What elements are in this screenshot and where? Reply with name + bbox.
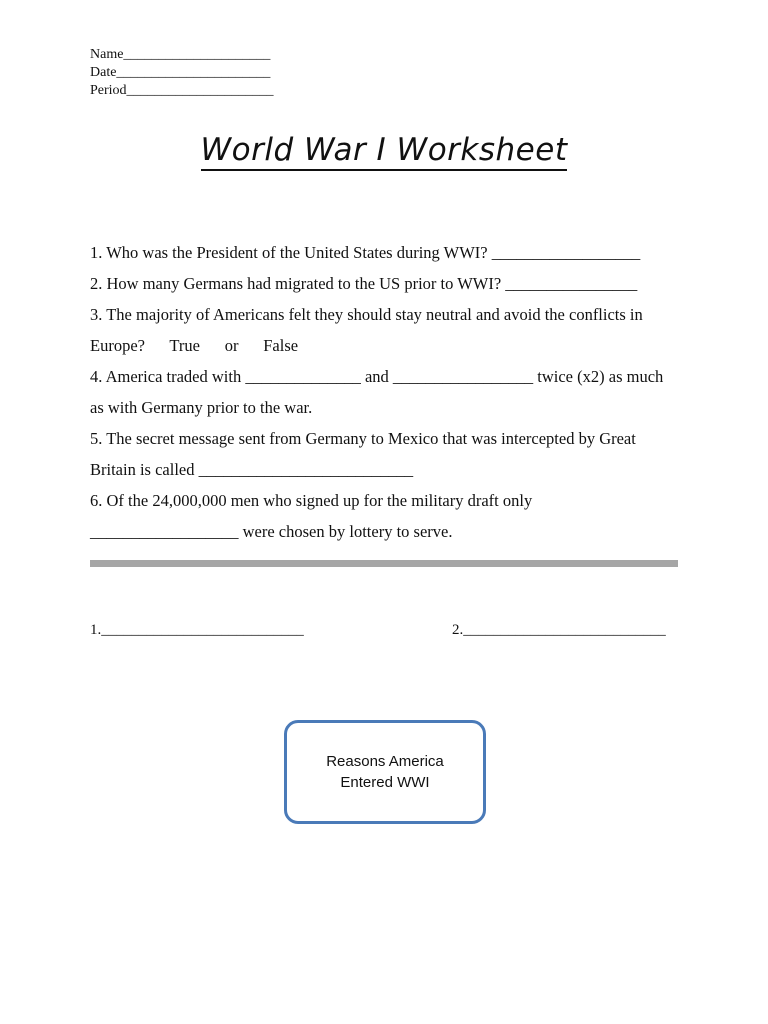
name-field-line: Name_____________________: [90, 47, 271, 62]
questions-list: [90, 237, 680, 547]
date-field-line: Date______________________: [90, 65, 271, 80]
question-3: 3. The majority of Americans felt they should stay neutral and avoid the conflicts in Europe? True or False: [90, 305, 647, 355]
reasons-box-label: Reasons America Entered WWI: [326, 753, 444, 791]
period-field-line: Period_____________________: [90, 83, 274, 98]
question-2: 2. How many Germans had migrated to the US prior to WWI? ________________: [90, 274, 638, 293]
reason-answer-line-1: 1.___________________________: [90, 622, 304, 638]
section-divider: [90, 560, 678, 567]
reason-answer-line-2: 2.___________________________: [452, 622, 666, 638]
worksheet-title: World War I Worksheet: [201, 132, 568, 171]
reasons-box: [284, 720, 486, 824]
question-6: 6. Of the 24,000,000 men who signed up for the military draft only __________________ were chosen by lottery to serve.: [90, 491, 537, 541]
worksheet-title-container: [0, 132, 768, 168]
question-5: 5. The secret message sent from Germany to Mexico that was intercepted by Great Britain is called __________________________: [90, 429, 640, 479]
student-info-header: [90, 46, 274, 100]
question-4: 4. America traded with ______________ and _________________ twice (x2) as much as with Germany prior to the war.: [90, 367, 668, 417]
question-1: 1. Who was the President of the United States during WWI? __________________: [90, 243, 641, 262]
